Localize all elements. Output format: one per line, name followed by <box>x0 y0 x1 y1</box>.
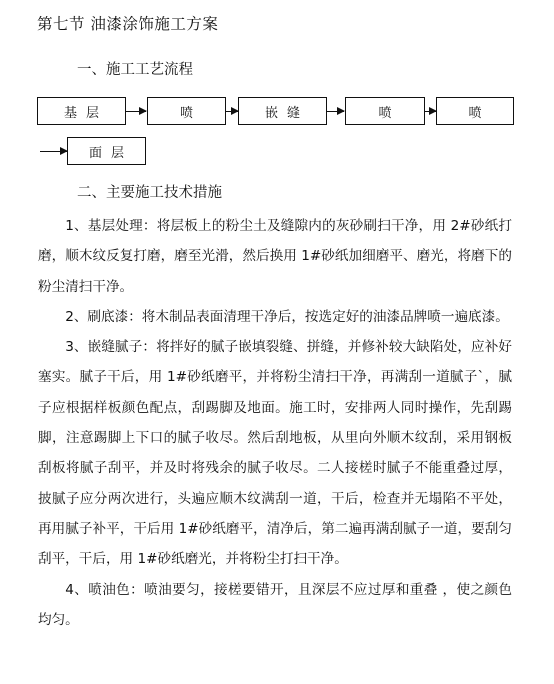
paragraph-base-treatment: 1、基层处理：将层板上的粉尘土及缝隙内的灰砂刷扫干净，用 2#砂纸打磨，顺木纹反复打磨，磨至光滑，然后换用 1#砂纸加细磨平、磨光，将磨下的粉尘清扫干净。 <box>38 218 512 295</box>
flow-arrow <box>40 151 67 152</box>
flow-arrow <box>226 111 238 112</box>
flow-arrow <box>126 111 146 112</box>
paragraph-putty: 3、嵌缝腻子：将拌好的腻子嵌填裂缝、拼缝，并修补较大缺陷处，应补好塞实。腻子干后，用 1#砂纸磨平，并将粉尘清扫干净，再满刮一道腻子`，腻子应根据样板颜色配点，刮踢脚及地面。施工时，安排两人同时操作，先刮踢脚，注意踢脚上下口的腻子收尽。然后刮地板，从里向外顺木纹刮，采用钢板刮板将腻子刮平，并及时将残余的腻子收尽。二人接槎时腻子不能重叠过厚，披腻子应分两次进行，头遍应顺木纹满刮一道，干后，检查并无塌陷不平处，再用腻子补平，干后用 1#砂纸磨平，清净后，第二遍再满刮腻子一道，要刮匀刮平，干后，用 1#砂纸磨光，并将粉尘打扫干净。 <box>38 339 512 568</box>
measures-body <box>38 211 512 635</box>
flow-arrow <box>425 111 436 112</box>
flow-heading: 一、施工工艺流程 <box>77 62 193 78</box>
flow-step-spray-1: 喷 <box>147 97 226 125</box>
flow-step-caulking: 嵌缝 <box>238 97 327 125</box>
paragraph-primer: 2、刷底漆：将木制品表面清理干净后，按选定好的油漆品牌喷一遍底漆。 <box>65 308 509 325</box>
flow-step-base-layer: 基层 <box>37 97 126 125</box>
flow-step-spray-2: 喷 <box>345 97 425 125</box>
flow-step-spray-3: 喷 <box>436 97 514 125</box>
section-title: 第七节 油漆涂饰施工方案 <box>37 15 219 33</box>
paragraph-spray-color: 4、喷油色：喷油要匀，接槎要错开，且深层不应过厚和重叠 ，使之颜色均匀。 <box>38 581 512 628</box>
flow-arrow <box>327 111 344 112</box>
flow-step-surface-layer: 面层 <box>67 137 146 165</box>
measures-heading: 二、主要施工技术措施 <box>77 185 222 201</box>
